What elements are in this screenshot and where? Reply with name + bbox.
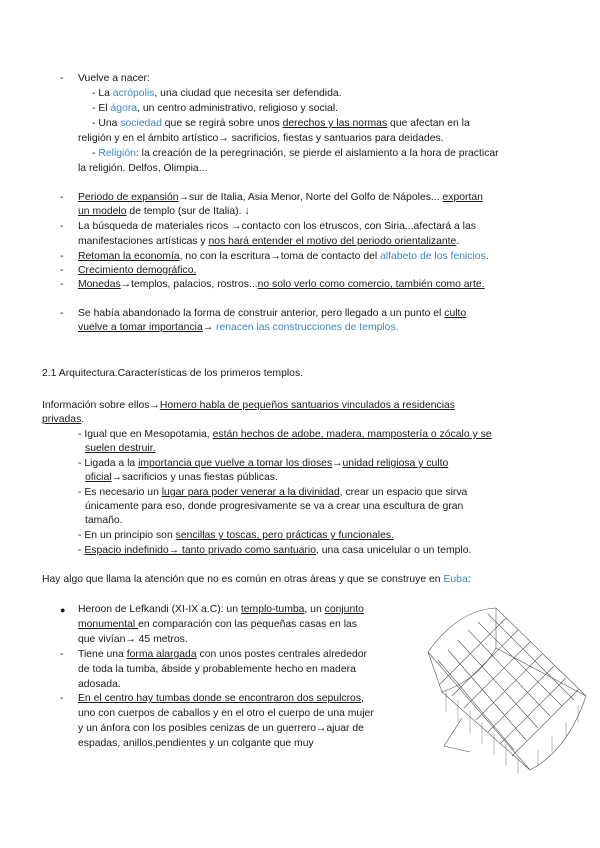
text-line: privadas. [42, 414, 85, 425]
text-line: En el centro hay tumbas donde se encontraron dos sepulcros, [78, 693, 364, 704]
text-line: Monedas→templos, palacios, rostros...no solo verlo como comercio, también como arte. [78, 279, 485, 290]
text-line: religión y en el ámbito artístico→ sacrificios, fiestas y santuarios para deidades. [78, 133, 444, 144]
list-bullet: ● [60, 605, 66, 615]
text-line: vuelve a tomar importancia→ renacen las construcciones de templos. [78, 322, 399, 333]
text-line: Retoman la economía, no con la escritura→toma de contacto del alfabeto de los fenicios. [78, 251, 489, 262]
text-line: suelen destruir. [85, 443, 156, 454]
list-dash: - [60, 221, 64, 232]
text-line: Vuelve a nacer: [78, 73, 150, 84]
text-line: La búsqueda de materiales ricos →contacto con los etruscos, con Siria...afectará a las [78, 221, 476, 232]
text-line: Periodo de expansión→sur de Italia, Asia Menor, Norte del Golfo de Nápoles... exportan [78, 192, 483, 203]
text-line: adosada. [78, 679, 121, 690]
text-line: de toda la tumba, ábside y probablemente hecho en madera [78, 664, 356, 675]
text-line: - La acrópolis, una ciudad que necesita ser defendida. [92, 88, 342, 99]
text-line: la religión. Delfos, Olimpia... [78, 163, 208, 174]
text-line: - En un principio son sencillas y toscas, pero prácticas y funcionales. [78, 530, 394, 541]
list-dash: - [60, 73, 64, 84]
text-line: Heroon de Lefkandi (XI-IX a.C): un templo-tumba, un conjunto [78, 604, 364, 615]
list-dash: - [60, 693, 64, 704]
list-dash: - [60, 251, 64, 262]
text-line: oficial→sacrificios y unas fiestas públicas. [85, 472, 278, 483]
text-line: - Una sociedad que se regirá sobre unos derechos y las normas que afectan en la [92, 118, 470, 129]
text-line: - Es necesario un lugar para poder venerar a la divinidad, crear un espacio que sirva [78, 487, 468, 498]
text-line: y un ánfora con los posibles cenizas de un guerrero→ajuar de [78, 723, 364, 734]
text-line: - Ligada a la importancia que vuelve a tomar los dioses→unidad religiosa y culto [78, 458, 449, 469]
text-line: tamaño. [85, 515, 123, 526]
text-line: un modelo de templo (sur de Italia). ↓ [78, 206, 250, 217]
list-dash: - [60, 649, 64, 660]
list-dash: - [60, 265, 64, 276]
text-line: únicamente para eso, donde progresivamente se va a crear una escultura de gran [85, 501, 464, 512]
text-line: - Religión: la creación de la peregrinación, se pierde el aislamiento a la hora de practicar [92, 148, 499, 159]
text-line: - El ágora, un centro administrativo, religioso y social. [92, 103, 339, 114]
text-line: monumental en comparación con las pequeñas casas en las [78, 619, 357, 630]
list-dash: - [60, 308, 64, 319]
text-line: Tiene una forma alargada con unos postes centrales alrededor [78, 649, 368, 660]
text-line: espadas, anillos,pendientes y un colgante que muy [78, 738, 314, 749]
list-dash: - [60, 279, 64, 290]
text-line: Se había abandonado la forma de construir anterior, pero llegado a un punto el culto [78, 308, 467, 319]
section-heading: 2.1 Arquitectura.Características de los primeros templos. [42, 368, 304, 379]
text-line: uno con cuerpos de caballos y en el otro el cuerpo de una mujer [78, 708, 374, 719]
text-line: Crecimiento demográfico. [78, 265, 197, 276]
text-line: - Igual que en Mesopotamia, están hechos de adobe, madera, mampostería o zócalo y se [78, 429, 492, 440]
text-line: manifestaciones artísticas y nos hará entender el motivo del periodo orientalizante. [78, 236, 460, 247]
text-line: - Espacio indefinido→ tanto privado como santuario, una casa unicelular o un templo. [78, 545, 472, 556]
text-line: Hay algo que llama la atención que no es común en otras áreas y que se construye en Euba: [42, 574, 471, 585]
heroon-lefkandi-reconstruction-drawing [418, 600, 590, 778]
list-dash: - [60, 192, 64, 203]
text-line: Información sobre ellos→Homero habla de pequeños santuarios vinculados a residencias [42, 400, 455, 411]
text-line: que vivían→ 45 metros. [78, 634, 188, 645]
